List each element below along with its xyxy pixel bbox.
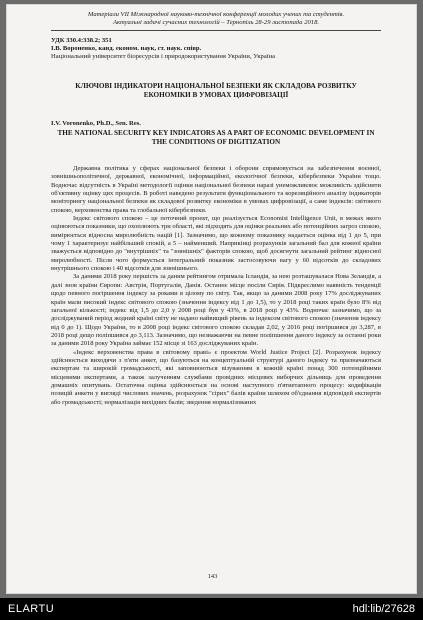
title-ua: КЛЮЧОВІ ІНДИКАТОРИ НАЦІОНАЛЬНОЇ БЕЗПЕКИ ЯК СКЛАДОВА РОЗВИТКУ ЕКОНОМІКИ В УМОВАХ ЦИФРОВІЗАЦІЇ [75, 82, 357, 99]
running-header [51, 11, 381, 27]
repository-name: ELARTU [8, 603, 55, 615]
paragraph: Індекс світового спокою – це поточний проект, що реалізується Economist Intelligence Unit, в межах якого оцінюються показники, що охоплюють три області, які підходять для оцінки реальних або потенційних загроз спокою, вимірюється відносна миролюбність націй [1]. Зазначимо, що кожному показнику надається оцінка від 1 до 5, при чому 1 характеризує найбільший спокій, а 5 – найменший. Наприкінці розрахунків загальний бал для кожної країни зважується відповідно до "внутрішніх" та "зовнішніх" факторів спокою, щоб досягнути загальний рейтинг відносної миролюбності. Після чого формується інтегральний показник застосовуючи вагу у 60 відсотків до складових внутрішнього спокою і 40 відсотків для зовнішнього. [51, 215, 381, 273]
handle-id: hdl:lib/27628 [352, 603, 415, 615]
paper-meta [51, 37, 381, 62]
page-number: 143 [207, 573, 218, 580]
header-line-1: Матеріали VII Міжнародної науково-технічної конференції молодих учених та студентів. [87, 11, 345, 18]
body-text [51, 165, 381, 407]
header-line-2: Актуальні задачі сучасних технологій – Тернопіль 28-29 листопада 2018. [112, 19, 320, 26]
title-en: THE NATIONAL SECURITY KEY INDICATORS AS A PART OF ECONOMIC DEVELOPMENT IN THE CONDITIONS OF DIGITIZATION [57, 129, 375, 146]
author-ua: І.В. Вороненко, канд. економ. наук, ст. наук. співр. [51, 45, 202, 53]
udc-code: УДК 330.4:338.2; 351 [51, 37, 112, 44]
repository-footer [0, 598, 423, 620]
author-en: I.V. Voronenko, Ph.D., Sen. Res. [51, 120, 141, 127]
affiliation: Національний університет біоресурсів і природокористування України, Україна [51, 53, 276, 61]
paragraph: «Індекс верховенства права в світовому праві» є проектом World Justice Project [2]. Розрахунок індексу здійснюється виходячи з п'яти анкет, що базуються на концептуальній структурі даного індексу та призначаються експертам та широкій громадськості, які заповнюються візуванням в кожній країні понад 300 потенційними місцевими експертами, а також залученням службами провідних місцевих виборчих дільниць для проведення домашніх опитувань. Остаточна оцінка здійснюється на основі наступного п'ятиетапного процесу: кодифікація позицій анкети у вигляді числових значень, розрахунок "сірих" балів країни шляхом об'єднання відповідей експертів або громадськості; нормалізація вихідних балів; зведення нормалізованих [51, 348, 381, 406]
document-page [6, 4, 417, 594]
paragraph: За даними 2018 року першість за даним рейтингом отримала Ісландія, за нею розташувалася Нова Зеландія, а далі знов країни Європи: Австрія, Португалія, Данія. Останнє місце посіли Сирія. Підкреслимо наявність тенденції щодо певного погіршення індексу за роками в цілому по світу. Так, якщо за даними 2008 року 17% досліджуваних країн мали високий індекс світового спокою (значення індексу від 1 до 1,5), то у 2018 році таких країн було 8% від загальної кількості; індекс від 1,5 до 2,0 у 2008 році був у 43%, в 2018 році у 43%. Водночас зазначимо, що за досліджуваний період жодний країні світу не надано найвищий рівень за індексом світового спокою (значення індексу від 0 до 1). Щодо України, то в 2008 році індекс світового спокою складав 2,02, у 2016 році погіршився до 3,287, в 2018 році дещо поліпшився до 3,113. Зазначимо, що незважаючи на певне поліпшення даного індексу за останні роки за даними 2018 року Україна займає 152 місце зі 163 досліджуваних країн. [51, 273, 381, 348]
header-divider [51, 30, 381, 31]
paragraph: Державна політика у сферах національної безпеки і оборони спрямовується на забезпечення воєнної, зовнішньополітичної, державної, економічної, інформаційної, екологічної безпеки, кібербезпеки України тощо. Водночас відсутність в Україні методології оцінки національної безпеки наразі унеможливлює можливість здійснити об'єктивну оцінку цих процесів. В роботі наведено результати функціонального та кореляційного аналізу індикаторів моніторингу національної безпеки як складової розвитку економіки в умовах цифровізації, а саме індексів: світового спокою, верховенства права та глобальної кібербезпеки. [51, 165, 381, 214]
